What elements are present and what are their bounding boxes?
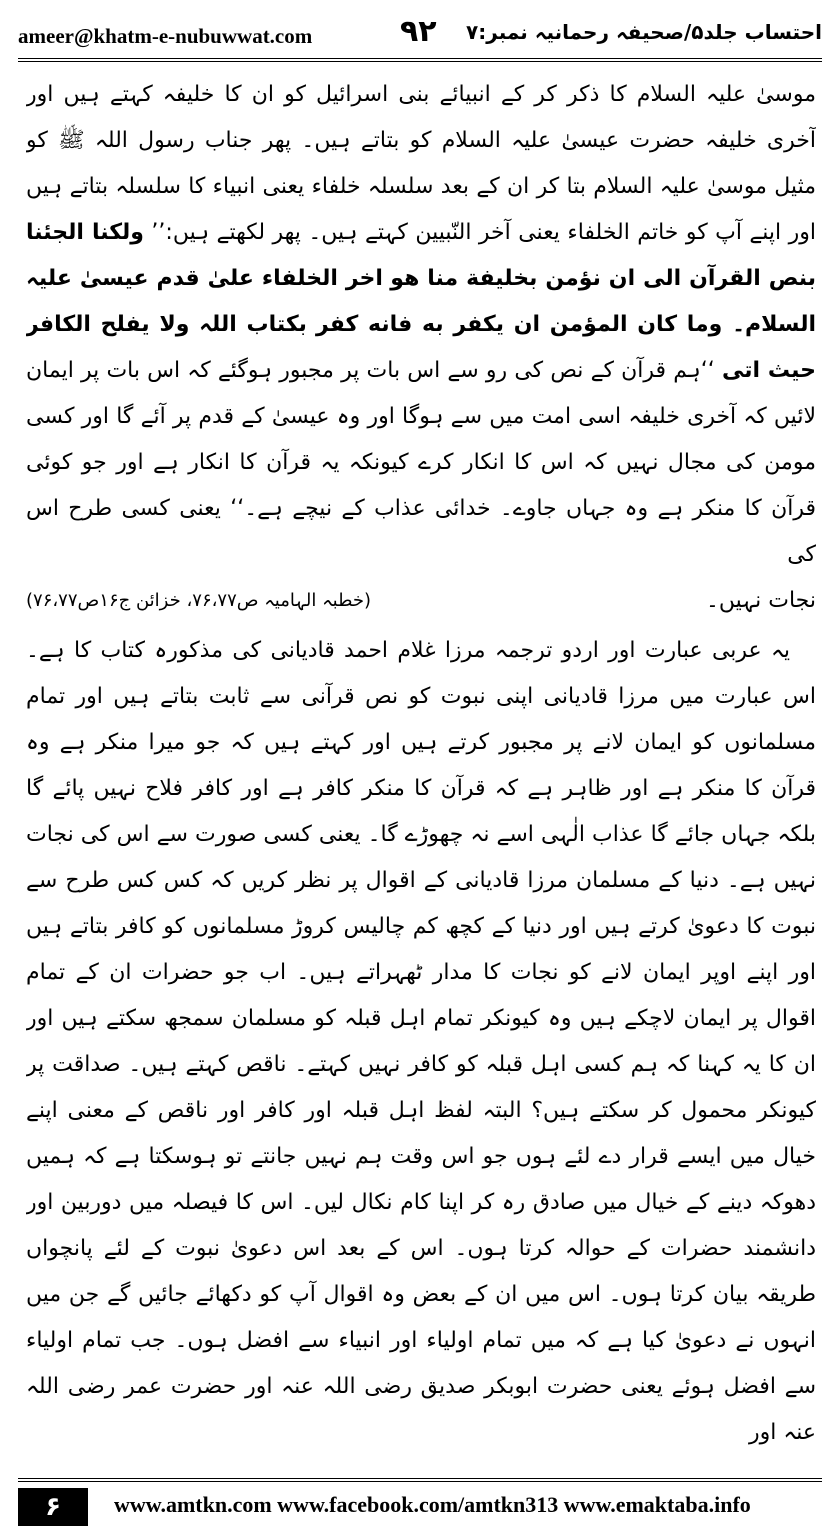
body-line: سلسلہ خلفاء یعنی انبیاء کا سلسلہ بتاتے ہیں اور اپنے آپ کو خاتم الخلفاء یعنی آخر النّبیین کہتے [26,174,816,245]
footer-urls: www.amtkn.com www.facebook.com/amtkn313 www.emaktaba.info [114,1492,751,1517]
citation: (خطبہ الہامیہ ص۷۶،۷۷، خزائن ج۱۶ص۷۶،۷۷) [26,590,372,611]
page-header [18,14,822,62]
footer-page-number: ۶ [18,1488,88,1526]
body-line: قدم پر آئے گا اور کسی مومن کی مجال نہیں کہ اس کا انکار کرے کیونکہ یہ قرآن کا انکار ہے اور جو [26,404,816,475]
header-page-number: ۹۲ [400,14,437,49]
paragraph-2: یہ عربی عبارت اور اردو ترجمہ مرزا غلام احمد قادیانی کی مذکورہ کتاب کا ہے۔ اس عبارت میں مرزا قادیانی اپنی نبوت کو نص قرآنی سے ثابت بتاتے ہیں اور تمام مسلمانوں کو ایمان لانے پر مجبور کرتے ہیں اور کہتے ہیں کہ جو میرا منکر ہے وہ قرآن کا منکر ہے اور ظاہر ہے کہ قرآن کا منکر کافر ہے اور کافر فلاح نہیں پائے گا بلکہ جہاں جائے گا عذاب الٰہی اسے نہ چھوڑے گا۔ یعنی کسی صورت سے اس کی نجات نہیں ہے۔ دنیا کے مسلمان مرزا قادیانی کے اقوال پر نظر کریں کہ کس کس طرح سے نبوت کا دعویٰ کرتے ہیں اور دنیا کے کچھ کم چالیس کروڑ مسلمانوں کو کافر بتاتے ہیں اور اپنے اوپر ایمان لانے کو نجات کا مدار ٹھہراتے ہیں۔ اب جو حضرات ان کے تمام اقوال پر ایمان لاچکے ہیں وہ کیونکر تمام اہل قبلہ کو مسلمان سمجھ سکتے ہیں اور ان کا یہ کہنا کہ ہم کسی اہل قبلہ کو کافر نہیں کہتے۔ ناقص کہتے ہیں۔ صداقت پر کیونکر محمول کر سکتے ہیں؟ البتہ لفظ اہل قبلہ اور کافر اور ناقص کے معنی اپنے خیال میں ایسے قرار دے لئے ہوں جو اس وقت ہم نہیں جانتے تو ہوسکتا ہے کہ ہمیں دھوکہ دینے کے خیال میں صادق رہ کر اپنا کام نکال لیں۔ اس کا فیصلہ میں دوربین اور دانشمند حضرات کے حوالہ کرتا ہوں۔ اس کے بعد اس دعویٰ نبوت کے لئے پانچواں طریقہ بیان کرتا ہوں۔ اس میں ان کے بعض وہ اقوال آپ کو دکھائے جائیں گے جن میں انہوں نے دعویٰ کیا ہے کہ میں تمام اولیاء اور انبیاء سے افضل ہوں۔ جب تمام اولیاء سے افضل ہوئے یعنی حضرت ابوبکر صدیق رضی اللہ عنہ اور حضرت عمر رضی اللہ عنہ اور [26,638,816,1445]
arabic-quote: اخر الخلفاء علیٰ قدم عیسیٰ علیہ السلام۔ وما کان المؤمن ان یکفر به فانه کفر [26,266,816,337]
body-line: مجبور ہوگئے کہ اس بات پر ایمان لائیں کہ آخری خلیفہ اسی امت میں سے ہوگا اور وہ عیسیٰ کے [26,358,816,429]
body-line: کوئی قرآن کا منکر ہے وہ جہاں جاوے۔ خدائی عذاب کے نیچے ہے۔‘‘ یعنی کسی طرح اس کی [26,450,816,567]
page-body [26,72,816,1447]
body-line: نجات نہیں۔ [705,588,816,613]
arabic-quote: ولکنا الجئنا بنص القرآن الی ان نؤمن بخلیفة منا هو [26,220,816,291]
page-footer [18,1478,822,1530]
paragraph-1 [26,72,816,578]
body-line: موسیٰ علیہ السلام کا ذکر کر کے انبیائے بنی اسرائیل کو ان کا خلیفہ کہتے ہیں اور آخری خلیفہ حضرت [26,82,816,153]
header-title: احتساب جلد۵/صحیفہ رحمانیہ نمبر:۷ [466,20,822,44]
citation-row [26,578,816,624]
header-email: ameer@khatm-e-nubuwwat.com [18,24,313,48]
body-line: ‘‘ہم قرآن کے نص کی رو سے اس بات پر [341,358,715,383]
body-line: عیسیٰ علیہ السلام کو بتاتے ہیں۔ پھر جناب رسول اللہ ﷺ کو مثیل موسیٰ علیہ السلام بتا کر ان کے بعد [26,128,816,199]
body-line: ہیں۔ پھر لکھتے ہیں:’’ [151,220,358,245]
arabic-quote: بکتاب اللہ ولا یفلح الکافر حیث اتی [26,312,816,383]
